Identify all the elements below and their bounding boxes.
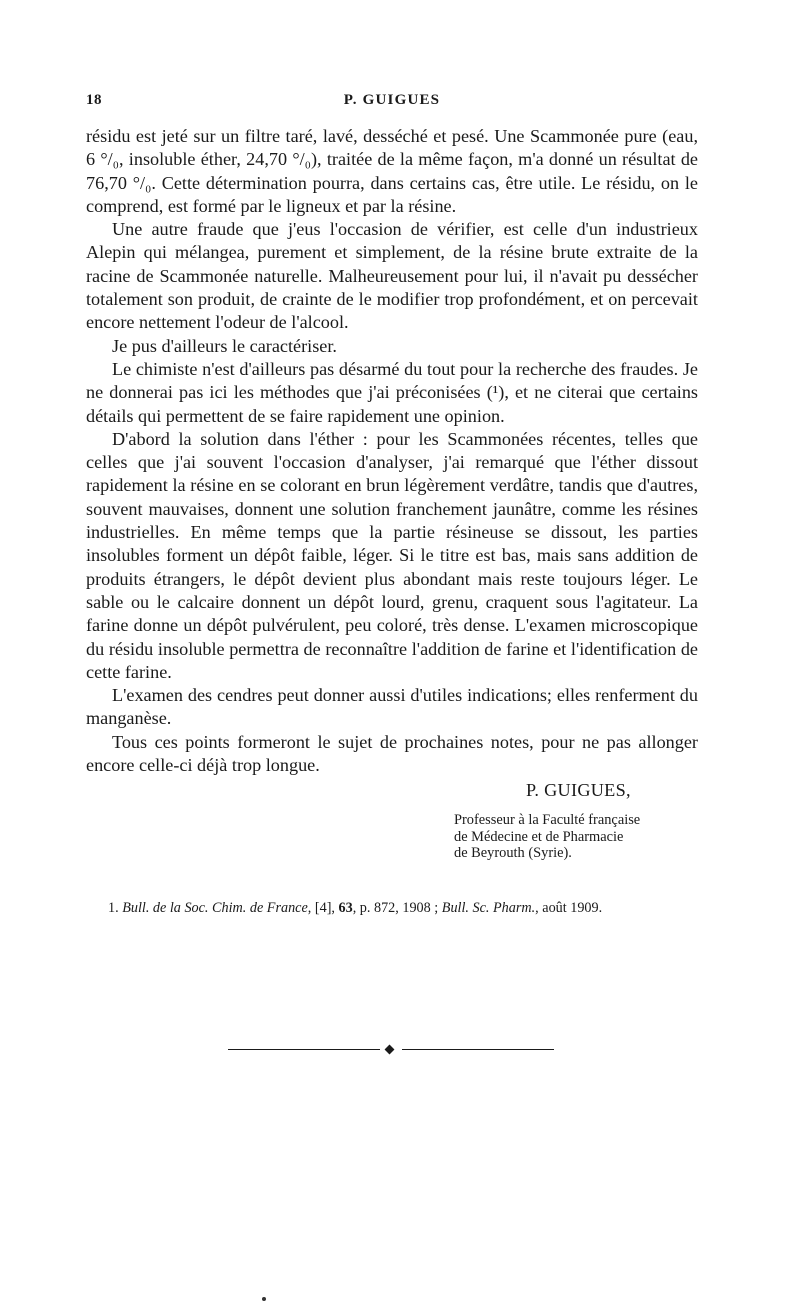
page-header [86, 92, 698, 114]
affiliation-line: de Médecine et de Pharmacie [454, 828, 624, 845]
footnote-volume: 63 [338, 900, 353, 917]
page-number: 18 [86, 92, 102, 108]
footnote-pages: , p. 872, 1908 ; [352, 900, 442, 917]
page [86, 92, 698, 918]
ornament-rule-right [402, 1049, 554, 1050]
author-affiliation [454, 812, 698, 861]
author-signature: P. GUIGUES, [526, 780, 631, 801]
paragraph: Je pus d'ailleurs le caractériser. [112, 335, 337, 356]
footnote-series: , [4], [307, 900, 339, 917]
paragraph: Tous ces points formeront le sujet de prochaines notes, pour ne pas allonger encore celle-ci déjà trop longue. [86, 731, 698, 776]
article-body [86, 125, 698, 777]
paragraph: résidu est jeté sur un filtre taré, lavé, desséché et pesé. Une Scammonée pure (eau, 6 °/₀, insoluble éther, 24,70 °/₀), traitée de la même façon, m'a donné un résultat de 76,70 °/₀. Cette détermination pourra, dans certains cas, être utile. Le résidu, on le comprend, est formé par le ligneux et par la résine. [86, 126, 698, 216]
footnote-date: , août 1909. [535, 900, 603, 917]
paragraph: L'examen des cendres peut donner aussi d'utiles indications; elles renferment du manganèse. [86, 685, 698, 729]
footnote-journal: Bull. de la Soc. Chim. de France [122, 900, 308, 917]
diamond-icon [385, 1045, 395, 1055]
paper-speck [262, 1297, 266, 1301]
ornament-rule-left [228, 1049, 380, 1050]
footnote-journal-2: Bull. Sc. Pharm. [441, 900, 536, 917]
footnote-marker: 1. [108, 900, 119, 917]
section-end-ornament [228, 1046, 554, 1054]
running-title: P. GUIGUES [343, 92, 441, 108]
paragraph: Une autre fraude que j'eus l'occasion de vérifier, est celle d'un industrieux Alepin qui mélangea, purement et simplement, de la résine brute extraite de la racine de Scammonée naturelle. Malheureusement pour lui, il n'avait pu dessécher totalement son produit, de crainte de le modifier trop profondément, et on percevait encore nettement l'odeur de l'alcool. [86, 219, 698, 333]
footnote [86, 899, 698, 918]
affiliation-line: Professeur à la Faculté française [454, 812, 641, 829]
paragraph: Le chimiste n'est d'ailleurs pas désarmé du tout pour la recherche des fraudes. Je ne donnerai pas ici les méthodes que j'ai préconisées (¹), et ne citerai que certains détails qui permettent de se faire rapidement une opinion. [86, 358, 698, 426]
footnote-text [86, 899, 698, 918]
affiliation-line: de Beyrouth (Syrie). [454, 844, 572, 861]
paragraph: D'abord la solution dans l'éther : pour les Scammonées récentes, telles que celles que j'ai souvent l'occasion d'analyser, j'ai remarqué que l'éther dissout rapidement la résine en se colorant en brun légèrement verdâtre, tandis que d'autres, souvent mauvaises, donnent une solution franchement jaunâtre, comme les résines industrielles. En même temps que la partie résineuse se dissout, les parties insolubles forment un dépôt faible, léger. Si le titre est bas, mais sans addition de produits étrangers, le dépôt devient plus abondant mais reste toujours léger. Le sable ou le calcaire donnent un dépôt lourd, grenu, craquent sous l'agitateur. La farine donne un dépôt pulvérulent, peu coloré, très dense. L'examen microscopique du résidu insoluble permettra de reconnaître l'addition de farine et l'identification de cette farine. [86, 428, 698, 682]
